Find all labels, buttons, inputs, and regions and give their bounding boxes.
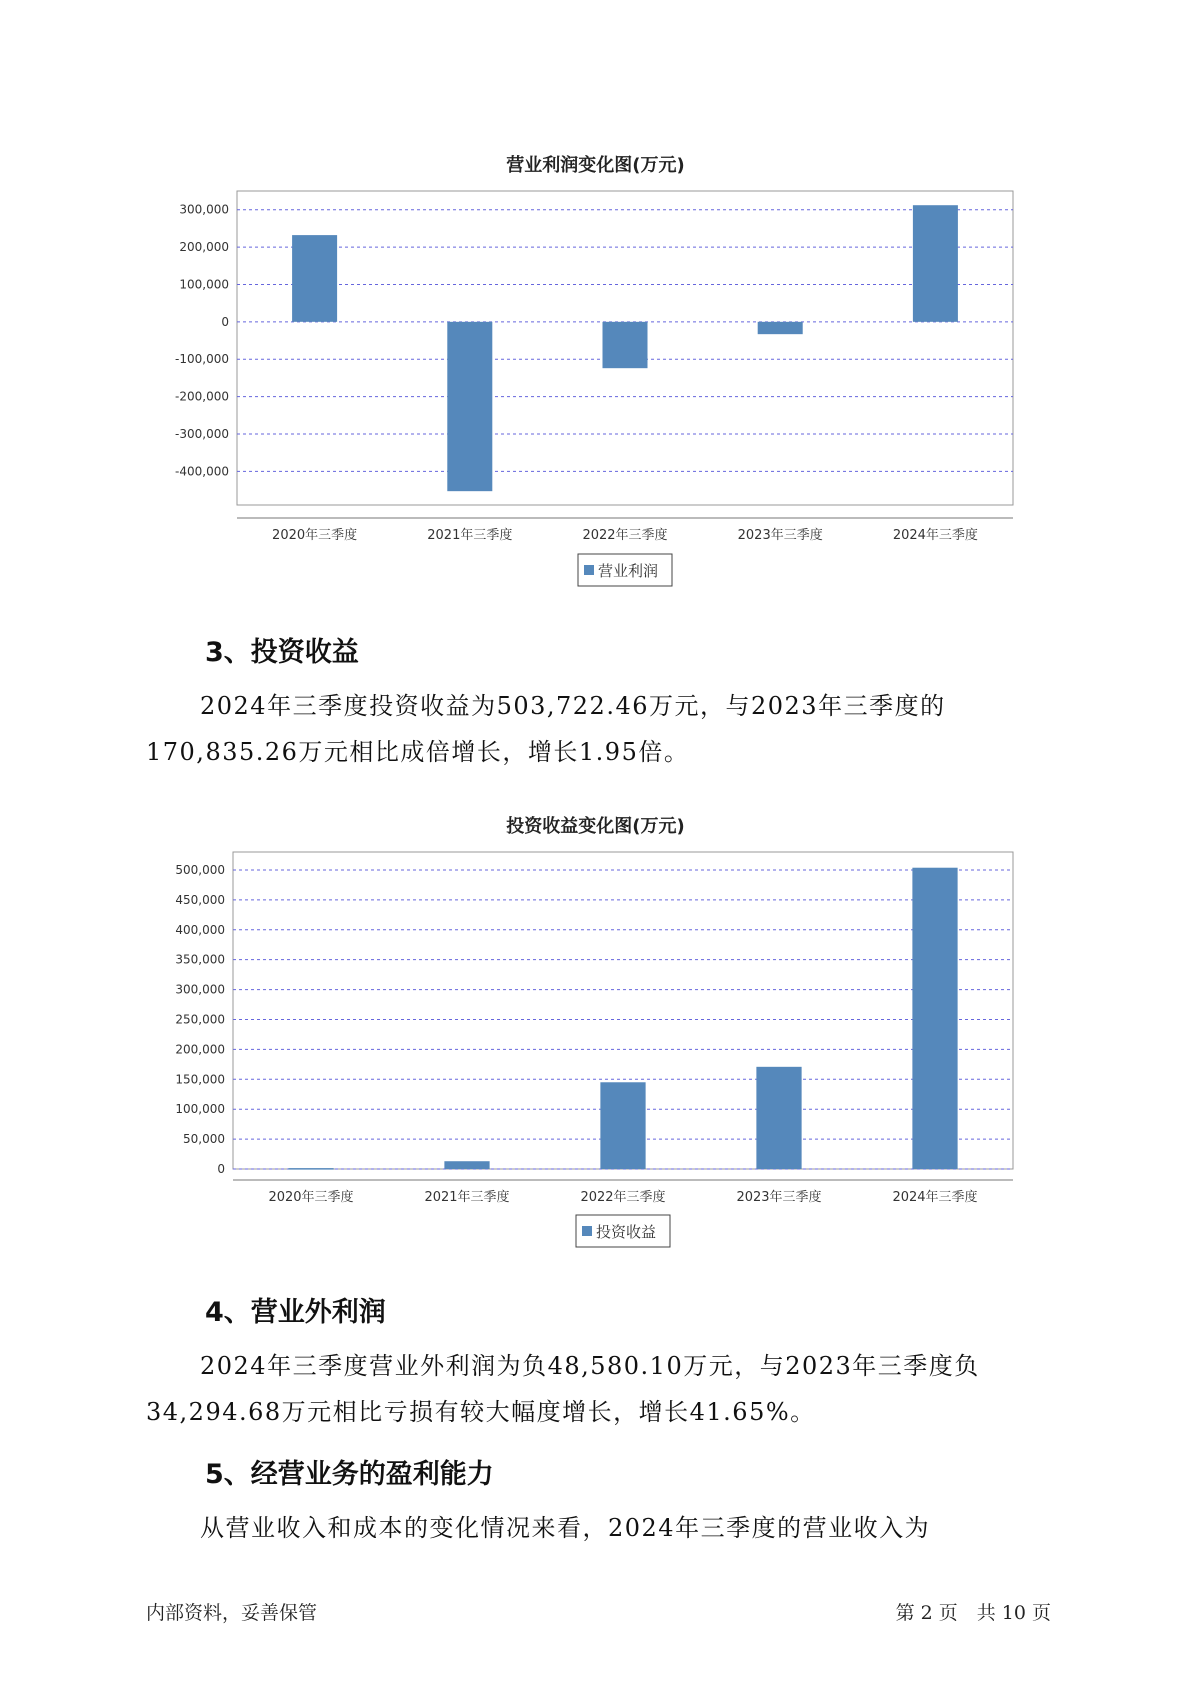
page-number: 第 2 页 共 10 页 (895, 1602, 1051, 1624)
y-tick-label: 200,000 (175, 1042, 225, 1057)
y-tick-label: 200,000 (179, 240, 229, 255)
x-tick-label: 2024年三季度 (892, 528, 978, 543)
footer-note: 内部资料，妥善保管 (146, 1602, 318, 1624)
section-5-heading: 5、经营业务的盈利能力 (205, 1459, 494, 1490)
y-tick-label: 150,000 (175, 1072, 225, 1087)
bar-3 (600, 1082, 645, 1169)
y-tick-label: -200,000 (175, 389, 229, 404)
x-tick-label: 2023年三季度 (736, 1190, 822, 1205)
y-tick-label: -400,000 (175, 464, 229, 479)
y-tick-label: 450,000 (175, 892, 225, 907)
section-3-heading: 3、投资收益 (205, 637, 359, 668)
legend-label: 投资收益 (596, 1223, 657, 1241)
y-tick-label: 350,000 (175, 952, 225, 967)
legend-label: 营业利润 (598, 562, 659, 580)
y-tick-label: 0 (221, 314, 229, 329)
section-4-para-line2: 34,294.68万元相比亏损有较大幅度增长，增长41.65%。 (146, 1398, 816, 1426)
bar-2 (444, 1161, 489, 1169)
y-tick-label: 100,000 (175, 1102, 225, 1117)
x-tick-label: 2021年三季度 (424, 1190, 510, 1205)
x-tick-label: 2020年三季度 (272, 528, 358, 543)
x-tick-label: 2020年三季度 (268, 1190, 354, 1205)
bar-5 (912, 868, 957, 1169)
x-tick-label: 2022年三季度 (582, 528, 668, 543)
section-5-para-line1: 从营业收入和成本的变化情况来看，2024年三季度的营业收入为 (200, 1514, 931, 1542)
x-tick-label: 2024年三季度 (892, 1190, 978, 1205)
section-3-para-line2: 170,835.26万元相比成倍增长，增长1.95倍。 (146, 738, 690, 766)
legend-swatch (582, 1226, 592, 1236)
x-tick-label: 2023年三季度 (737, 528, 823, 543)
y-tick-label: 250,000 (175, 1012, 225, 1027)
bar-1 (288, 1168, 333, 1170)
chart2-title: 投资收益变化图(万元) (506, 816, 685, 837)
section-4-heading: 4、营业外利润 (205, 1297, 386, 1328)
section-4-para-line1: 2024年三季度营业外利润为负48,580.10万元，与2023年三季度负 (200, 1352, 980, 1380)
chart1-title: 营业利润变化图(万元) (506, 155, 685, 176)
y-tick-label: 400,000 (175, 922, 225, 937)
x-tick-label: 2021年三季度 (427, 528, 513, 543)
y-tick-label: 500,000 (175, 862, 225, 877)
section-3-para-line1: 2024年三季度投资收益为503,722.46万元，与2023年三季度的 (200, 692, 946, 720)
y-tick-label: 50,000 (183, 1132, 225, 1147)
y-tick-label: 300,000 (179, 202, 229, 217)
y-tick-label: 0 (217, 1162, 225, 1176)
y-tick-label: -300,000 (175, 426, 229, 441)
y-tick-label: 300,000 (175, 982, 225, 997)
bar-4 (756, 1067, 801, 1169)
y-tick-label: 100,000 (179, 277, 229, 292)
y-tick-label: -100,000 (175, 352, 229, 367)
x-tick-label: 2022年三季度 (580, 1190, 666, 1205)
